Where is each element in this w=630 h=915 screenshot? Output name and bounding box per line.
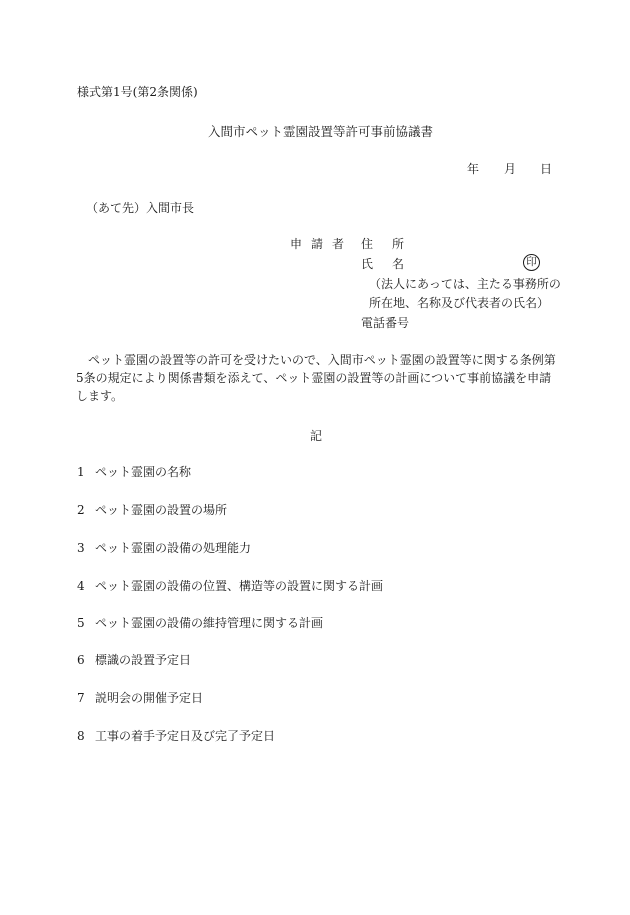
list-item-label: 標識の設置予定日 xyxy=(95,653,192,667)
list-item-number: 4 xyxy=(77,579,85,593)
corporation-note-line-2: 所在地、名称及び代表者の氏名） xyxy=(369,296,550,310)
phone-label: 電話番号 xyxy=(361,316,410,330)
address-label-char-2: 所 xyxy=(392,237,405,251)
list-item-number: 6 xyxy=(77,653,85,667)
list-item-label: ペット霊園の設備の処理能力 xyxy=(95,541,252,555)
list-item-number: 1 xyxy=(77,465,85,479)
addressee: （あて先）入間市長 xyxy=(86,201,195,215)
date-year-label: 年 xyxy=(467,162,480,176)
ki-heading: 記 xyxy=(310,429,323,443)
list-item xyxy=(77,692,203,704)
list-item xyxy=(77,730,275,742)
list-item xyxy=(77,504,227,516)
application-body-text xyxy=(76,351,556,405)
corporation-note-line-1: （法人にあっては、主たる事務所の xyxy=(369,277,561,291)
date-day-label: 日 xyxy=(540,162,553,176)
list-item-number: 2 xyxy=(77,503,85,517)
list-item xyxy=(77,580,383,592)
list-item-label: ペット霊園の設置の場所 xyxy=(95,503,228,517)
list-item-label: ペット霊園の設備の位置、構造等の設置に関する計画 xyxy=(95,579,384,593)
address-label-char-1: 住 xyxy=(361,237,374,251)
list-item-label: 工事の着手予定日及び完了予定日 xyxy=(95,729,276,743)
list-item-number: 7 xyxy=(77,691,85,705)
list-item xyxy=(77,466,191,478)
list-item-number: 8 xyxy=(77,729,85,743)
document-title: 入間市ペット霊園設置等許可事前協議書 xyxy=(208,124,434,139)
form-number: 様式第1号(第2条関係) xyxy=(77,85,198,99)
list-item-label: ペット霊園の名称 xyxy=(95,465,192,479)
address-label xyxy=(361,238,404,250)
list-item xyxy=(77,542,251,554)
applicant-label: 申請者 xyxy=(290,237,354,251)
name-label xyxy=(361,258,404,270)
name-label-char-2: 名 xyxy=(392,257,405,271)
list-item-label: ペット霊園の設備の維持管理に関する計画 xyxy=(95,616,324,630)
list-item xyxy=(77,617,323,629)
list-item-number: 3 xyxy=(77,541,85,555)
name-label-char-1: 氏 xyxy=(361,257,374,271)
list-item xyxy=(77,654,191,666)
list-item-number: 5 xyxy=(77,616,85,630)
seal-icon: 印 xyxy=(523,254,540,271)
list-item-label: 説明会の開催予定日 xyxy=(95,691,204,705)
date-month-label: 月 xyxy=(504,162,517,176)
application-body-content: ペット霊園の設置等の許可を受けたいので、入間市ペット霊園の設置等に関する条例第5条の規定により関係書類を添えて、ペット霊園の設置等の計画について事前協議を申請します。 xyxy=(76,353,556,403)
